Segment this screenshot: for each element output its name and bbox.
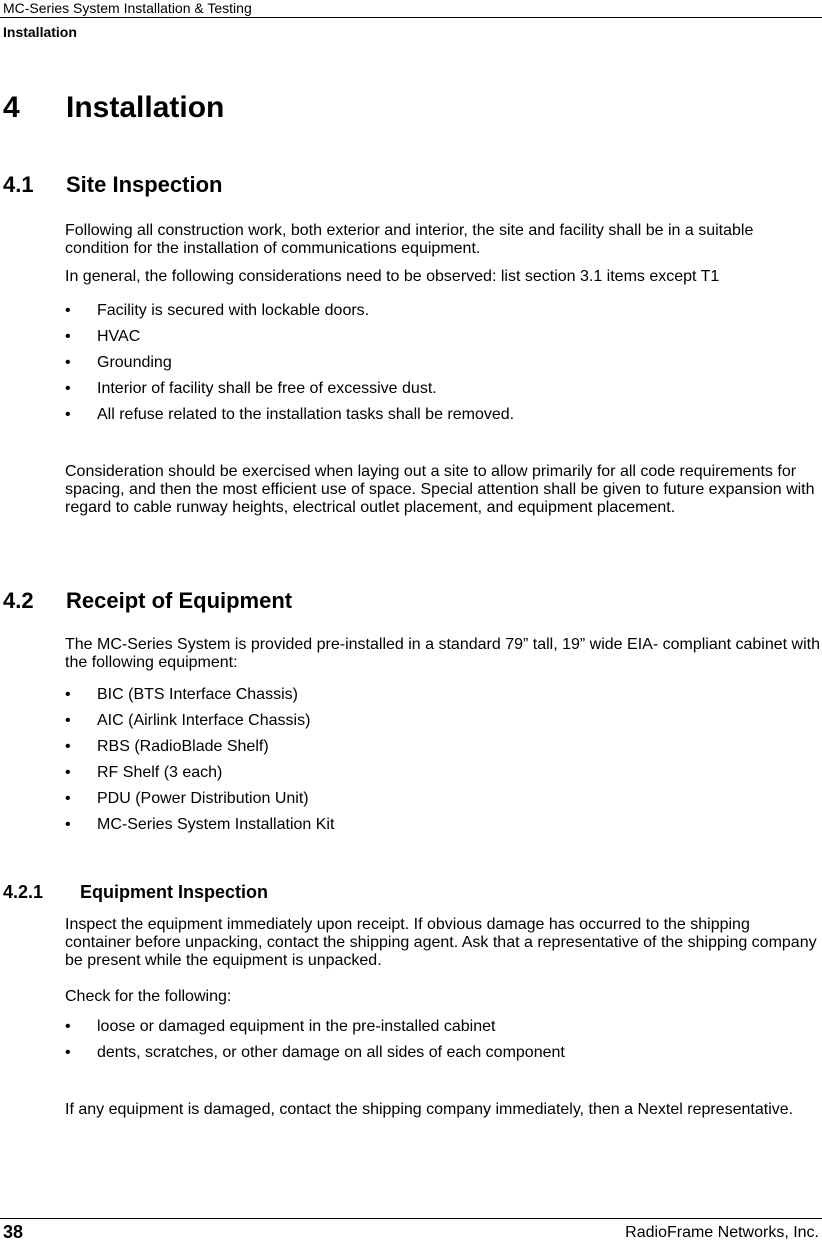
bullet-icon: •: [65, 738, 71, 755]
page-number: 38: [3, 1222, 24, 1242]
section-number: 4.2: [3, 588, 34, 613]
paragraph: Check for the following:: [65, 988, 232, 1005]
list-item-text: dents, scratches, or other damage on all sides of each component: [97, 1044, 565, 1061]
paragraph: Inspect the equipment immediately upon receipt. If obvious damage has occurred to the shipping container before unpacking, contact the shipping agent. Ask that a representative of the shipping company be present while the equipment is unpacked.: [65, 916, 817, 969]
list-item: [65, 712, 820, 738]
bullet-icon: •: [65, 406, 71, 423]
list-item: [65, 302, 820, 328]
list-item-text: AIC (Airlink Interface Chassis): [97, 712, 311, 729]
list-item-text: RF Shelf (3 each): [97, 764, 223, 781]
list-item-text: loose or damaged equipment in the pre-installed cabinet: [97, 1018, 496, 1035]
bullet-icon: •: [65, 712, 71, 729]
subsection-number: 4.2.1: [3, 882, 44, 902]
running-header-section: Installation: [3, 24, 77, 40]
section-heading-4-2: [3, 588, 292, 614]
chapter-title: Installation: [66, 91, 225, 124]
bullet-icon: •: [65, 816, 71, 833]
header-rule: [0, 17, 822, 18]
footer-rule: [0, 1218, 822, 1219]
running-header-title: MC-Series System Installation & Testing: [3, 0, 252, 16]
list-item: [65, 354, 820, 380]
section-title: Receipt of Equipment: [66, 588, 293, 613]
section-heading-4-1: [3, 172, 222, 198]
list-item-text: MC-Series System Installation Kit: [97, 816, 335, 833]
list-item-text: Interior of facility shall be free of excessive dust.: [97, 380, 437, 397]
list-item-text: HVAC: [97, 328, 141, 345]
list-item: [65, 816, 820, 842]
bullet-icon: •: [65, 1044, 71, 1061]
paragraph: The MC-Series System is provided pre-installed in a standard 79” tall, 19” wide EIA- compliant cabinet with the following equipment:: [65, 636, 820, 671]
bullet-icon: •: [65, 380, 71, 397]
bullet-icon: •: [65, 302, 71, 319]
bullet-icon: •: [65, 764, 71, 781]
list-item: [65, 764, 820, 790]
bullet-list-equipment: [65, 686, 820, 842]
list-item: [65, 328, 820, 354]
paragraph: In general, the following considerations need to be observed: list section 3.1 items except T1: [65, 268, 720, 285]
list-item: [65, 1018, 820, 1044]
bullet-list-site: [65, 302, 820, 432]
list-item: [65, 380, 820, 406]
chapter-heading: [3, 90, 224, 126]
subsection-title: Equipment Inspection: [80, 882, 269, 902]
paragraph: Following all construction work, both exterior and interior, the site and facility shall be in a suitable condition for the installation of communications equipment.: [65, 222, 754, 257]
paragraph: If any equipment is damaged, contact the shipping company immediately, then a Nextel representative.: [65, 1101, 794, 1118]
list-item: [65, 790, 820, 816]
bullet-icon: •: [65, 1018, 71, 1035]
footer-company: RadioFrame Networks, Inc.: [625, 1224, 819, 1241]
list-item-text: RBS (RadioBlade Shelf): [97, 738, 269, 755]
paragraph: Consideration should be exercised when laying out a site to allow primarily for all code requirements for spacing, and then the most efficient use of space. Special attention shall be given to future expansion with regard to cable runway heights, electrical outlet placement, and equipment placement.: [65, 463, 815, 516]
bullet-icon: •: [65, 328, 71, 345]
list-item-text: All refuse related to the installation tasks shall be removed.: [97, 406, 515, 423]
list-item: [65, 738, 820, 764]
bullet-list-check: [65, 1018, 820, 1070]
bullet-icon: •: [65, 686, 71, 703]
list-item-text: Facility is secured with lockable doors.: [97, 302, 370, 319]
section-title: Site Inspection: [66, 172, 223, 197]
section-number: 4.1: [3, 172, 34, 197]
bullet-icon: •: [65, 354, 71, 371]
bullet-icon: •: [65, 790, 71, 807]
list-item-text: PDU (Power Distribution Unit): [97, 790, 309, 807]
subsection-heading-4-2-1: [3, 881, 268, 903]
list-item: [65, 406, 820, 432]
list-item: [65, 1044, 820, 1070]
list-item-text: BIC (BTS Interface Chassis): [97, 686, 298, 703]
list-item-text: Grounding: [97, 354, 172, 371]
list-item: [65, 686, 820, 712]
chapter-number: 4: [3, 91, 20, 124]
